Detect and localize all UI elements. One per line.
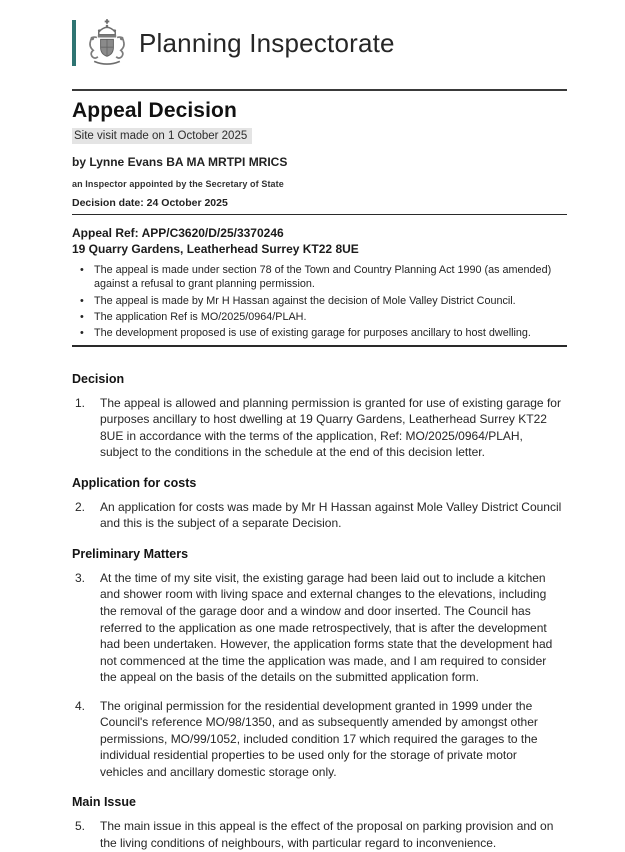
bullet-marker: [72, 326, 94, 340]
section-heading-application-for-costs: Application for costs: [72, 475, 197, 490]
body-sections: [72, 372, 567, 852]
paragraph-number: 1.: [75, 395, 86, 410]
bullet-text: The appeal is made under section 78 of the Town and Country Planning Act 1990 (as amended) against a refusal to grant planning permission.: [94, 263, 552, 291]
paragraph-text: At the time of my site visit, the existing garage had been laid out to include a kitchen and shower room with living space and external changes to the elevations, including the removal of the garage door and a window and door inserted. The Council has referred to the application as one made retrospectively, that is after the development had been undertaken. However, the application forms state that the development had not commenced at the time the application was made, and I am required to consider the appeal on the basis of the details on the submitted application form.: [100, 570, 553, 685]
section-heading-main-issue: Main Issue: [72, 795, 136, 810]
inspector-note-line: an Inspector appointed by the Secretary of State: [72, 179, 284, 189]
inspector-name-line: by Lynne Evans BA MA MRTPI MRICS: [72, 155, 288, 169]
bullet-text: The appeal is made by Mr H Hassan against the decision of Mole Valley District Council.: [94, 294, 516, 307]
appeal-bullet-list: [72, 263, 567, 341]
paragraph-1: [72, 395, 567, 461]
org-header: [72, 18, 567, 68]
bullet-marker: [72, 294, 94, 308]
bullet-item: [72, 310, 567, 324]
decision-header-divider: [72, 214, 567, 215]
paragraph-number: 3.: [75, 570, 86, 585]
paragraph-text: The appeal is allowed and planning permission is granted for use of existing garage for purposes ancillary to host dwelling at 19 Quarry Gardens, Leatherhead Surrey KT22 8UE in accordance with the terms of the application, Ref: MO/2025/0964/PLAH, subject to the conditions in the schedule at the end of this decision letter.: [100, 395, 561, 460]
paragraph-5: [72, 818, 567, 851]
paragraph-number: 2.: [75, 499, 86, 514]
site-visit-line: Site visit made on 1 October 2025: [72, 128, 252, 144]
paragraph-number: 5.: [75, 819, 86, 834]
paragraph-text: An application for costs was made by Mr H Hassan against Mole Valley District Council and this is the subject of a separate Decision.: [100, 499, 562, 531]
doc-title: Appeal Decision: [72, 99, 237, 122]
paragraph-4: [72, 698, 567, 781]
bullet-item: [72, 326, 567, 340]
bullet-item: [72, 263, 567, 292]
paragraph-2: [72, 499, 567, 532]
bullet-text: The development proposed is use of existing garage for purposes ancillary to host dwelling.: [94, 327, 531, 340]
appeal-address-line: 19 Quarry Gardens, Leatherhead Surrey KT22 8UE: [72, 242, 359, 257]
appeal-details-divider: [72, 345, 567, 347]
paragraph-3: [72, 570, 567, 686]
paragraph-number: 4.: [75, 698, 86, 713]
appeal-details: [72, 226, 567, 341]
bullet-item: [72, 294, 567, 308]
header-divider: [72, 89, 567, 91]
section-heading-preliminary-matters: Preliminary Matters: [72, 546, 189, 561]
decision-date-line: Decision date: 24 October 2025: [72, 197, 228, 209]
paragraph-text: The original permission for the residential development granted in 1999 under the Council's reference MO/98/1350, and as subsequently amended by amongst other permissions, MO/99/1052, included condition 17 which required the garages to the individual residential properties to be used only for the storage of private motor vehicles and ancillary domestic storage only.: [100, 698, 538, 779]
bullet-marker: [72, 263, 94, 292]
accent-bar: [72, 20, 76, 66]
section-heading-decision: Decision: [72, 371, 125, 386]
royal-coat-of-arms-icon: [85, 18, 129, 68]
appeal-ref-line: Appeal Ref: APP/C3620/D/25/3370246: [72, 226, 284, 240]
bullet-text: The application Ref is MO/2025/0964/PLAH.: [94, 310, 307, 323]
paragraph-text: The main issue in this appeal is the effect of the proposal on parking provision and on the living conditions of neighbours, with particular regard to inconvenience.: [100, 819, 554, 850]
bullet-marker: [72, 310, 94, 324]
org-name: Planning Inspectorate: [139, 27, 395, 58]
